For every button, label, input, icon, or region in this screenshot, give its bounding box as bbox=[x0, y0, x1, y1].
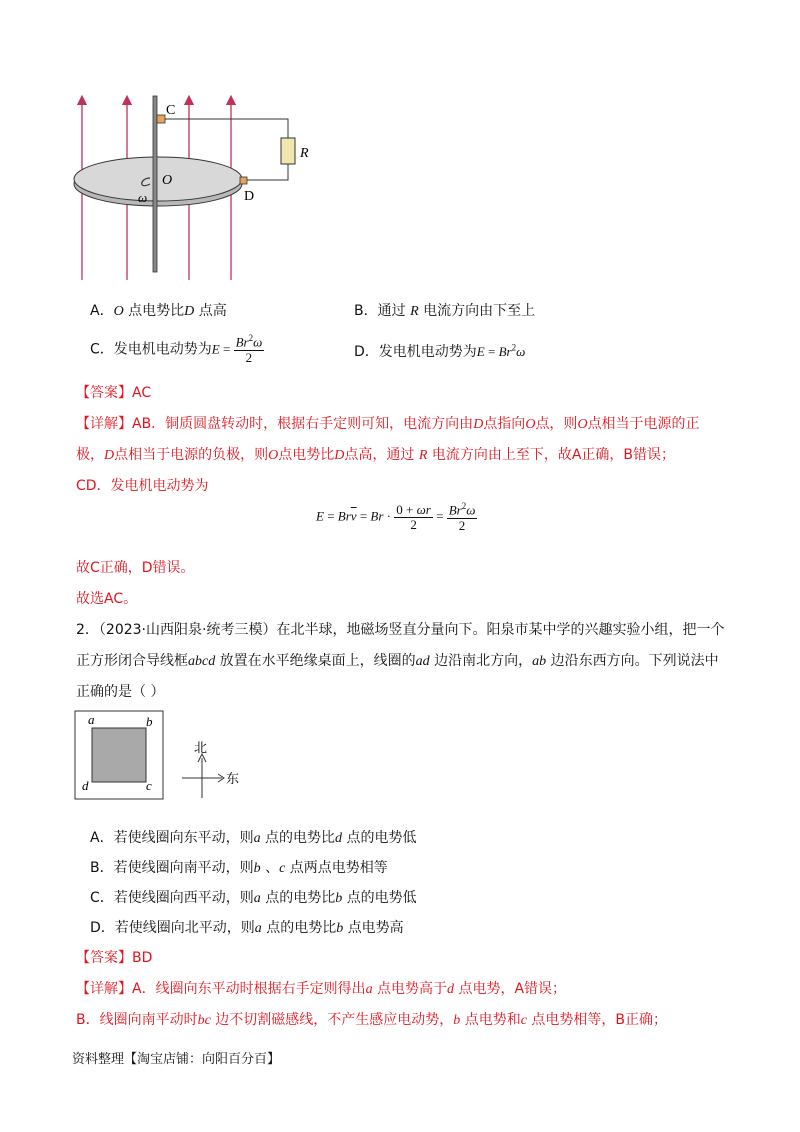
q1-option-d: D．发电机电动势为$E = Br^2\omega$ bbox=[354, 342, 526, 360]
option-p2: c bbox=[279, 861, 286, 876]
option-pre: 若使线圈向北平动，则 bbox=[114, 920, 255, 936]
option-text: 发电机电动势为 bbox=[113, 341, 212, 358]
label-north: 北 bbox=[194, 741, 208, 756]
q1-detail-line1: 【详解】AB．铜质圆盘转动时，根据右手定则可知，电流方向由D点指向O点，则O点相当于电源的正 bbox=[76, 416, 700, 432]
label-r: R bbox=[300, 146, 309, 161]
copper-disc bbox=[74, 157, 242, 201]
page-footer: 资料整理【淘宝店铺：向阳百分百】 bbox=[72, 1052, 281, 1067]
option-text: 电流方向由下至上 bbox=[423, 303, 536, 319]
option-prefix: B． bbox=[354, 303, 378, 319]
option-text: 点电势比 bbox=[128, 303, 185, 319]
label-o: O bbox=[162, 173, 173, 188]
q2-option-d bbox=[90, 917, 404, 937]
q2-stem-line1: 2．（2023·山西阳泉·统考三模）在北半球，地磁场竖直分量向下。阳泉市某中学的兴趣实验小组，把一个 bbox=[76, 622, 725, 638]
label-d: D bbox=[244, 189, 255, 204]
label-c: C bbox=[166, 103, 176, 118]
q2-stem-line3: 正确的是（ ） bbox=[76, 684, 165, 700]
option-text: 发电机电动势为 bbox=[378, 344, 477, 360]
option-pre: 若使线圈向西平动，则 bbox=[113, 890, 254, 906]
label-d: d bbox=[82, 778, 89, 793]
option-pre: 若使线圈向南平动，则 bbox=[113, 860, 254, 876]
label-a: a bbox=[88, 712, 95, 727]
q1-option-a: A．O 点电势比D 点高 bbox=[90, 303, 227, 319]
q2-detail-line1: 【详解】A．线圈向东平动时根据右手定则得出a 点电势高于d 点电势，A错误； bbox=[76, 981, 567, 997]
option-post: 点的电势低 bbox=[346, 890, 417, 906]
option-prefix: A． bbox=[90, 303, 114, 319]
option-p1: a bbox=[253, 891, 261, 906]
option-post: 点的电势低 bbox=[346, 830, 417, 846]
option-prefix: D． bbox=[90, 920, 115, 936]
q2-stem-line2: 正方形闭合导线框abcd 放置在水平绝缘桌面上，线圈的ad 边沿南北方向，ab 边沿东西方向。下列说法中 bbox=[76, 653, 719, 669]
option-prefix: C． bbox=[90, 890, 114, 906]
option-p1: b bbox=[253, 861, 261, 876]
q2-option-c bbox=[90, 887, 417, 907]
wire bbox=[247, 164, 288, 180]
option-p2: b bbox=[336, 921, 344, 936]
contact-d bbox=[240, 177, 247, 184]
wire bbox=[165, 119, 288, 138]
option-text: 通过 bbox=[377, 303, 406, 319]
wire-loop bbox=[92, 728, 146, 782]
option-p2: b bbox=[335, 891, 343, 906]
option-prefix: C． bbox=[90, 341, 114, 358]
disc-generator-figure bbox=[66, 92, 316, 292]
option-p1: a bbox=[253, 831, 261, 846]
label-c: c bbox=[146, 778, 152, 793]
option-p1: a bbox=[254, 921, 262, 936]
option-prefix: B． bbox=[90, 860, 114, 876]
axle bbox=[153, 96, 157, 272]
q1-answer: 【答案】AC bbox=[76, 385, 152, 401]
label-east: 东 bbox=[226, 772, 240, 787]
q1-conclusion-1: 故C正确，D错误。 bbox=[76, 560, 195, 576]
option-mid: 点的电势比 bbox=[266, 920, 337, 936]
option-p2: d bbox=[335, 831, 343, 846]
option-pre: 若使线圈向东平动，则 bbox=[113, 830, 254, 846]
resistor-r bbox=[281, 138, 295, 164]
option-post: 点两点电势相等 bbox=[289, 860, 388, 876]
q1-option-b: B．通过 R 电流方向由下至上 bbox=[354, 303, 536, 319]
option-mid: 、 bbox=[265, 860, 280, 876]
q1-conclusion-2: 故选AC。 bbox=[76, 591, 138, 607]
option-prefix: D． bbox=[354, 344, 379, 360]
label-b: b bbox=[146, 714, 153, 729]
option-mid: 点的电势比 bbox=[265, 830, 336, 846]
square-loop-figure bbox=[74, 710, 254, 802]
label-omega: ω bbox=[138, 190, 148, 205]
q1-detail-line2: 极，D点相当于电源的负极，则O点电势比D点高，通过 R 电流方向由上至下，故A正确，B错误； bbox=[76, 447, 676, 463]
q2-answer: 【答案】BD bbox=[76, 950, 153, 966]
option-mid: 点的电势比 bbox=[265, 890, 336, 906]
contact-c bbox=[157, 115, 165, 123]
q2-option-b bbox=[90, 857, 388, 877]
option-text: 点高 bbox=[198, 303, 227, 319]
q1-detail-line3: CD．发电机电动势为 bbox=[76, 478, 209, 494]
option-prefix: A． bbox=[90, 830, 114, 846]
option-post: 点电势高 bbox=[347, 920, 404, 936]
q1-option-c: C．发电机电动势为E = $\frac{Br^2\omega}{2}$ bbox=[90, 333, 263, 365]
q2-detail-line2: B．线圈向南平动时bc 边不切割磁感线，不产生感应电动势，b 点电势和c 点电势相等，B正确； bbox=[76, 1012, 668, 1028]
q2-option-a bbox=[90, 827, 416, 847]
q1-emf-formula: $E = Br\overline{v} = Br$ · $\frac{0 + \omega r}{2}$ = $\frac{Br^2\omega}{2}$ bbox=[316, 501, 476, 533]
